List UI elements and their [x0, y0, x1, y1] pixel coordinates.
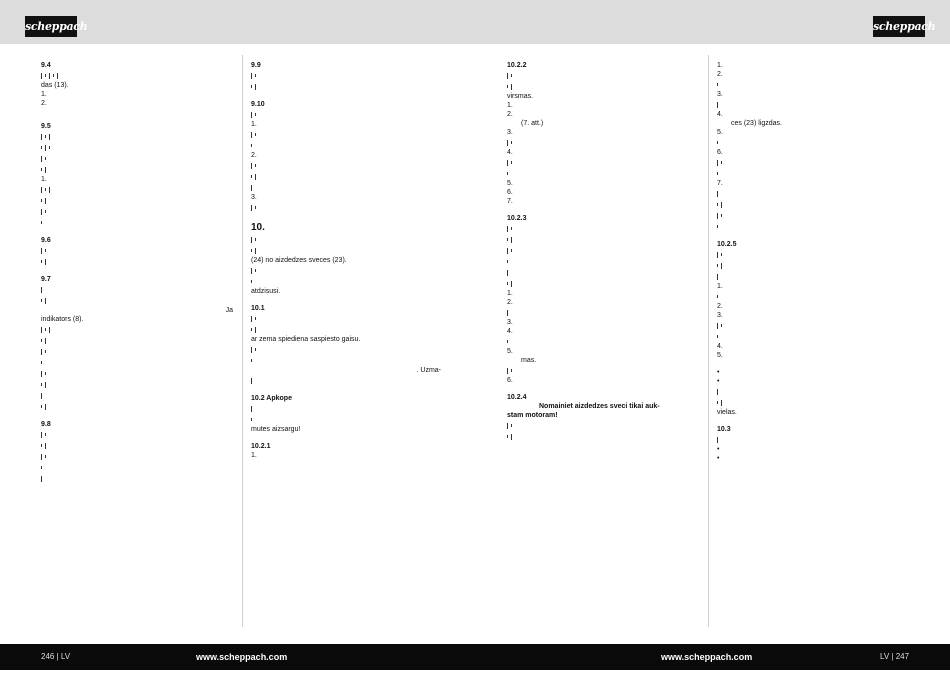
list-item-number: 1. [41, 91, 47, 98]
section-heading: 9.4 [41, 62, 51, 69]
bullet-item: • [717, 378, 720, 385]
obscured-text-line [507, 365, 700, 376]
column-2 [251, 61, 441, 460]
obscured-text-line [41, 142, 233, 153]
text-line: Ja [225, 307, 233, 314]
obscured-text-line [251, 202, 441, 213]
obscured-text-line [41, 217, 233, 228]
obscured-text-line [717, 331, 910, 342]
list-item-number: 3. [507, 129, 513, 136]
section-heading: 9.7 [41, 276, 51, 283]
list-item-number: 3. [507, 319, 513, 326]
obscured-text-line [41, 429, 233, 440]
section-heading: 9.6 [41, 237, 51, 244]
column-divider [708, 55, 709, 627]
obscured-text-line [41, 379, 233, 390]
text-line: indikators (8). [41, 316, 84, 323]
column-1 [41, 61, 233, 484]
section-heading: 10.2.5 [717, 241, 737, 248]
list-item-number: 3. [717, 91, 723, 98]
section-heading: 10.2.4 [507, 394, 527, 401]
obscured-text-line [717, 386, 910, 397]
obscured-text-line [41, 256, 233, 267]
text-line: (24) no aizdedzes sveces (23). [251, 257, 347, 264]
section-heading: 10.2 Apkope [251, 395, 292, 402]
list-item-number: 6. [717, 149, 723, 156]
obscured-text-line [717, 137, 910, 148]
text-line: mas. [521, 357, 537, 364]
obscured-text-line [41, 153, 233, 164]
list-item-number: 1. [251, 452, 257, 459]
obscured-text-line [717, 291, 910, 302]
section-heading: 9.8 [41, 421, 51, 428]
obscured-text-line [717, 271, 910, 282]
obscured-text-line [507, 157, 700, 168]
obscured-text-line [41, 284, 233, 295]
list-item-number: 2. [717, 71, 723, 78]
footer-bar [0, 644, 950, 670]
bullet-item: • [717, 446, 720, 453]
list-item-number: 1. [251, 121, 257, 128]
text-line: ar zema spiediena saspiesto gaisu. [251, 336, 361, 343]
obscured-text-line [41, 440, 233, 451]
obscured-text-line [251, 414, 441, 425]
list-item-number: 7. [507, 198, 513, 205]
obscured-text-line [717, 249, 910, 260]
obscured-text-line [251, 265, 441, 276]
section-heading: 9.9 [251, 62, 261, 69]
obscured-text-line [507, 431, 700, 442]
text-line: das (13). [41, 82, 69, 89]
obscured-text-line [41, 324, 233, 335]
list-item-number: 3. [251, 194, 257, 201]
list-item-number: 4. [717, 111, 723, 118]
column-3 [507, 61, 700, 442]
obscured-text-line [251, 109, 441, 120]
text-line: ces (23) ligzdas. [731, 120, 782, 127]
header-bar [0, 0, 950, 44]
obscured-text-line [717, 168, 910, 179]
list-item-number: 6. [507, 377, 513, 384]
obscured-text-line [251, 313, 441, 324]
list-item-number: 5. [717, 129, 723, 136]
obscured-text-line [251, 182, 441, 193]
obscured-text-line [507, 70, 700, 81]
page-number-left: 246 | LV [41, 652, 71, 661]
obscured-text-line [507, 307, 700, 318]
list-item-number: 1. [41, 176, 47, 183]
list-item-number: 4. [507, 149, 513, 156]
list-item-number: 2. [41, 100, 47, 107]
list-item-number: 1. [717, 283, 723, 290]
list-item-number: 4. [507, 328, 513, 335]
obscured-text-line [41, 164, 233, 175]
obscured-text-line [251, 70, 441, 81]
obscured-text-line [251, 403, 441, 414]
page-number-right: LV | 247 [880, 652, 910, 661]
obscured-text-line [251, 81, 441, 92]
bullet-item: • [717, 455, 720, 462]
obscured-text-line [251, 324, 441, 335]
obscured-text-line [251, 276, 441, 287]
obscured-text-line [41, 131, 233, 142]
obscured-text-line [251, 140, 441, 151]
list-item-number: 1. [717, 62, 723, 69]
obscured-text-line [717, 99, 910, 110]
list-item-number: 7. [717, 180, 723, 187]
obscured-text-line [41, 184, 233, 195]
obscured-text-line [41, 245, 233, 256]
section-heading: 10.3 [717, 426, 731, 433]
list-item-number: 2. [717, 303, 723, 310]
section-heading: 10.2.3 [507, 215, 527, 222]
list-item-number: 2. [507, 111, 513, 118]
list-item-number: 4. [717, 343, 723, 350]
obscured-text-line [251, 375, 441, 386]
obscured-text-line [717, 188, 910, 199]
column-divider [242, 55, 243, 627]
section-heading: 10.1 [251, 305, 265, 312]
obscured-text-line [41, 195, 233, 206]
obscured-text-line [41, 346, 233, 357]
text-line: atdzisusi. [251, 288, 281, 295]
obscured-text-line [507, 420, 700, 431]
obscured-text-line [717, 157, 910, 168]
column-4 [717, 61, 910, 463]
obscured-text-line [717, 199, 910, 210]
obscured-text-line [41, 401, 233, 412]
obscured-text-line [717, 320, 910, 331]
website-link-right[interactable]: www.scheppach.com [661, 652, 753, 662]
obscured-text-line [507, 278, 700, 289]
obscured-text-line [41, 206, 233, 217]
list-item-number: 3. [717, 312, 723, 319]
obscured-text-line [41, 295, 233, 306]
obscured-text-line [41, 368, 233, 379]
warning-text: Nomainiet aizdedzes sveci tikai auk- [539, 403, 660, 410]
obscured-text-line [507, 336, 700, 347]
chapter-heading: 10. [251, 222, 265, 233]
section-heading: 9.10 [251, 101, 265, 108]
section-heading: 10.2.1 [251, 443, 271, 450]
section-heading: 10.2.2 [507, 62, 527, 69]
list-item-number: 5. [717, 352, 723, 359]
brand-logo-right: scheppach [873, 16, 925, 37]
obscured-text-line [507, 137, 700, 148]
obscured-text-line [251, 234, 441, 245]
obscured-text-line [251, 160, 441, 171]
obscured-text-line [717, 434, 910, 445]
text-line: . Uzma- [416, 367, 441, 374]
obscured-text-line [507, 256, 700, 267]
obscured-text-line [41, 70, 233, 81]
list-item-number: 5. [507, 180, 513, 187]
obscured-text-line [507, 245, 700, 256]
obscured-text-line [507, 234, 700, 245]
text-line: virsmas. [507, 93, 534, 100]
section-heading: 9.5 [41, 123, 51, 130]
text-line: (7. att.) [521, 120, 544, 127]
obscured-text-line [41, 473, 233, 484]
brand-logo-left: scheppach [25, 16, 77, 37]
text-line: mutes aizsargu! [251, 426, 301, 433]
obscured-text-line [251, 129, 441, 140]
obscured-text-line [717, 210, 910, 221]
obscured-text-line [717, 260, 910, 271]
obscured-text-line [41, 451, 233, 462]
obscured-text-line [251, 344, 441, 355]
obscured-text-line [41, 335, 233, 346]
warning-text: stam motoram! [507, 412, 558, 419]
obscured-text-line [41, 390, 233, 401]
bullet-item: • [717, 369, 720, 376]
list-item-number: 2. [507, 299, 513, 306]
obscured-text-line [251, 355, 441, 366]
list-item-number: 2. [251, 152, 257, 159]
obscured-text-line [507, 168, 700, 179]
list-item-number: 6. [507, 189, 513, 196]
obscured-text-line [507, 267, 700, 278]
list-item-number: 5. [507, 348, 513, 355]
obscured-text-line [507, 223, 700, 234]
obscured-text-line [507, 81, 700, 92]
obscured-text-line [717, 221, 910, 232]
list-item-number: 1. [507, 290, 513, 297]
website-link-left[interactable]: www.scheppach.com [196, 652, 288, 662]
list-item-number: 1. [507, 102, 513, 109]
obscured-text-line [41, 462, 233, 473]
obscured-text-line [41, 357, 233, 368]
text-line: vielas. [717, 409, 737, 416]
obscured-text-line [717, 397, 910, 408]
obscured-text-line [251, 171, 441, 182]
obscured-text-line [251, 245, 441, 256]
obscured-text-line [717, 79, 910, 90]
